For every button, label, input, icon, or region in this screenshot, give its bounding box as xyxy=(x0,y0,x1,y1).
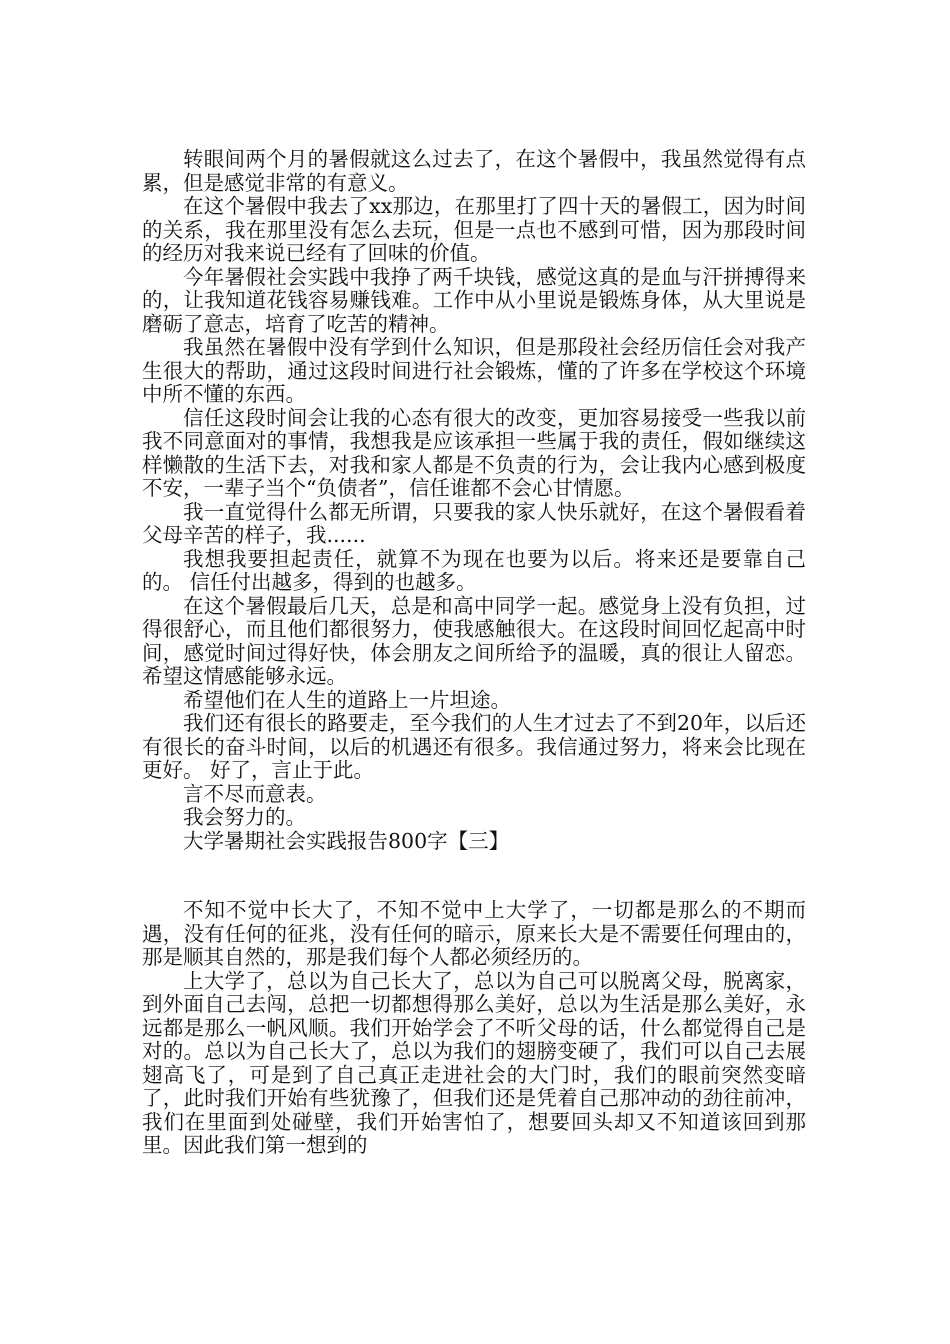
paragraph: 今年暑假社会实践中我挣了两千块钱，感觉这真的是血与汗拼搏得来的，让我知道花钱容易赚钱难。工作中从小里说是锻炼身体，从大里说是磨砺了意志，培育了吃苦的精神。 xyxy=(142,264,806,336)
paragraph: 我想我要担起责任，就算不为现在也要为以后。将来还是要靠自己的。 信任付出越多，得到的也越多。 xyxy=(142,546,806,594)
paragraph: 我会努力的。 xyxy=(183,805,306,829)
paragraph: 上大学了，总以为自己长大了，总以为自己可以脱离父母，脱离家，到外面自己去闯，总把一切都想得那么美好，总以为生活是那么美好，永远都是那么一帆风顺。我们开始学会了不听父母的话，什么都觉得自己是对的。总以为自己长大了，总以为我们的翅膀变硬了，我们可以自己去展翅高飞了，可是到了自己真正走进社会的大门时，我们的眼前突然变暗了，此时我们开始有些犹豫了，但我们还是凭着自己那冲动的劲往前冲，我们在里面到处碰壁，我们开始害怕了，想要回头却又不知道该回到那里。因此我们第一想到的 xyxy=(142,968,806,1157)
section-spacer xyxy=(142,853,806,899)
paragraph: 言不尽而意表。 xyxy=(183,781,327,806)
paragraph: 不知不觉中长大了，不知不觉中上大学了，一切都是那么的不期而遇，没有任何的征兆，没有任何的暗示，原来长大是不需要任何理由的，那是顺其自然的，那是我们每个人都必须经历的。 xyxy=(142,898,806,969)
paragraph: 希望他们在人生的道路上一片坦途。 xyxy=(183,687,511,712)
document-page xyxy=(142,148,806,1158)
section-heading: 大学暑期社会实践报告800字【三】 xyxy=(183,828,510,853)
paragraph: 在这个暑假中我去了xx那边，在那里打了四十天的暑假工，因为时间的关系，我在那里没有怎么去玩，但是一点也不感到可惜，因为那段时间的经历对我来说已经有了回味的价值。 xyxy=(142,194,806,265)
paragraph: 我虽然在暑假中没有学到什么知识，但是那段社会经历信任会对我产生很大的帮助，通过这段时间进行社会锻炼，懂的了许多在学校这个环境中所不懂的东西。 xyxy=(142,335,806,406)
paragraph: 我一直觉得什么都无所谓，只要我的家人快乐就好，在这个暑假看着父母辛苦的样子，我...... xyxy=(142,499,806,547)
paragraph: 信任这段时间会让我的心态有很大的改变，更加容易接受一些我以前我不同意面对的事情，我想我是应该承担一些属于我的责任，假如继续这样懒散的生活下去，对我和家人都是不负责的行为，会让我内心感到极度不安，一辈子当个“负债者”，信任谁都不会心甘情愿。 xyxy=(142,405,806,500)
paragraph: 我们还有很长的路要走，至今我们的人生才过去了不到20年，以后还有很长的奋斗时间，以后的机遇还有很多。我信通过努力，将来会比现在更好。 好了，言止于此。 xyxy=(142,711,806,782)
paragraph: 转眼间两个月的暑假就这么过去了，在这个暑假中，我虽然觉得有点累，但是感觉非常的有意义。 xyxy=(142,147,806,195)
paragraph: 在这个暑假最后几天，总是和高中同学一起。感觉身上没有负担，过得很舒心，而且他们都很努力，使我感触很大。在这段时间回忆起高中时间，感觉时间过得好快，体会朋友之间所给予的温暖，真的很让人留恋。希望这情感能够永远。 xyxy=(142,593,806,688)
